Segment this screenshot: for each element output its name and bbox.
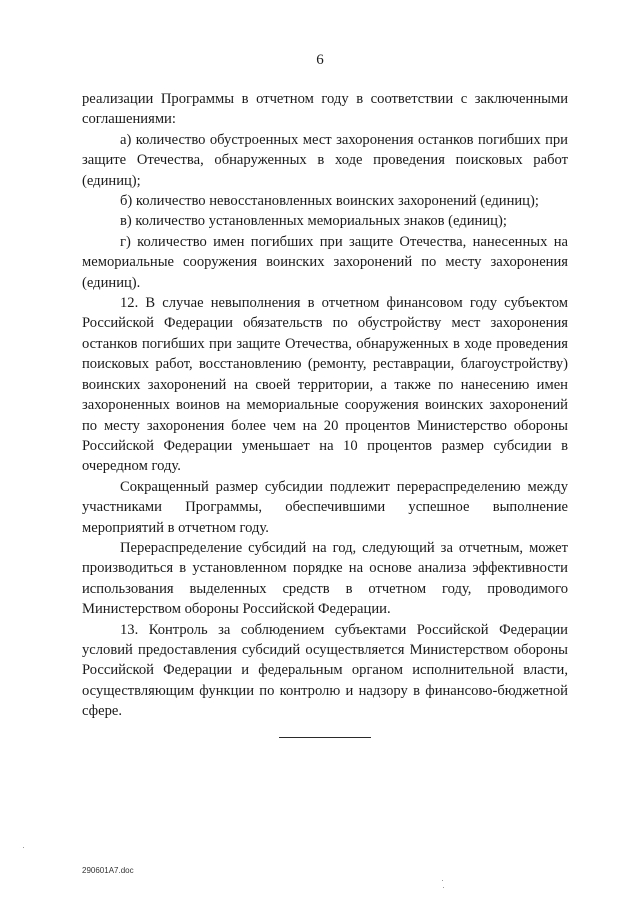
scan-speck [443, 887, 444, 888]
clause-12: 12. В случае невыполнения в отчетном финансовом году субъектом Российской Федерации обязательств по обустройству мест захоронения останков погибших при защите Отечества, обнаруженных в ходе проведения поисковых работ, восстановлению (ремонту, реставрации, благоустройству) воинских захоронений на своей территории, а также по нанесению имен захороненных воинов на мемориальные сооружения воинских захоронений по месту захоронения более чем на 20 процентов Министерство обороны Российской Федерации уменьшает на 10 процентов размер субсидии в очередном году. [82, 295, 568, 475]
list-item-c: в) количество установленных мемориальных знаков (единиц); [120, 213, 507, 230]
paragraph-reduced-subsidy: Сокращенный размер субсидии подлежит перераспределению между участниками Программы, обеспечившими успешное выполнение мероприятий в отчетном году. [82, 478, 568, 536]
paragraph-continuation: реализации Программы в отчетном году в соответствии с заключенными соглашениями: [82, 91, 568, 128]
list-item-d: г) количество имен погибших при защите Отечества, нанесенных на мемориальные сооружения воинских захоронений по месту захоронения (единиц). [82, 233, 568, 291]
document-body [82, 89, 568, 722]
list-item-b: б) количество невосстановленных воинских захоронений (единиц); [120, 193, 539, 210]
clause-13: 13. Контроль за соблюдением субъектами Российской Федерации условий предоставления субсидий осуществляется Министерством обороны Российской Федерации и федеральным органом исполнительной власти, осуществляющим функции по контролю и надзору в финансово-бюджетной сфере. [82, 621, 568, 720]
scan-speck [23, 847, 24, 848]
end-divider-line [279, 737, 371, 738]
list-item-a: а) количество обустроенных мест захоронения останков погибших при защите Отечества, обнаруженных в ходе проведения поисковых работ (единиц); [82, 131, 568, 189]
paragraph-redistribution: Перераспределение субсидий на год, следующий за отчетным, может производиться в установленном порядке на основе анализа эффективности использования выделенных средств в отчетном году, проводимого Министерством обороны Российской Федерации. [82, 539, 568, 618]
scan-speck [442, 880, 443, 881]
footer-file-code: 290601A7.doc [82, 866, 134, 875]
page-number: 6 [316, 52, 324, 68]
